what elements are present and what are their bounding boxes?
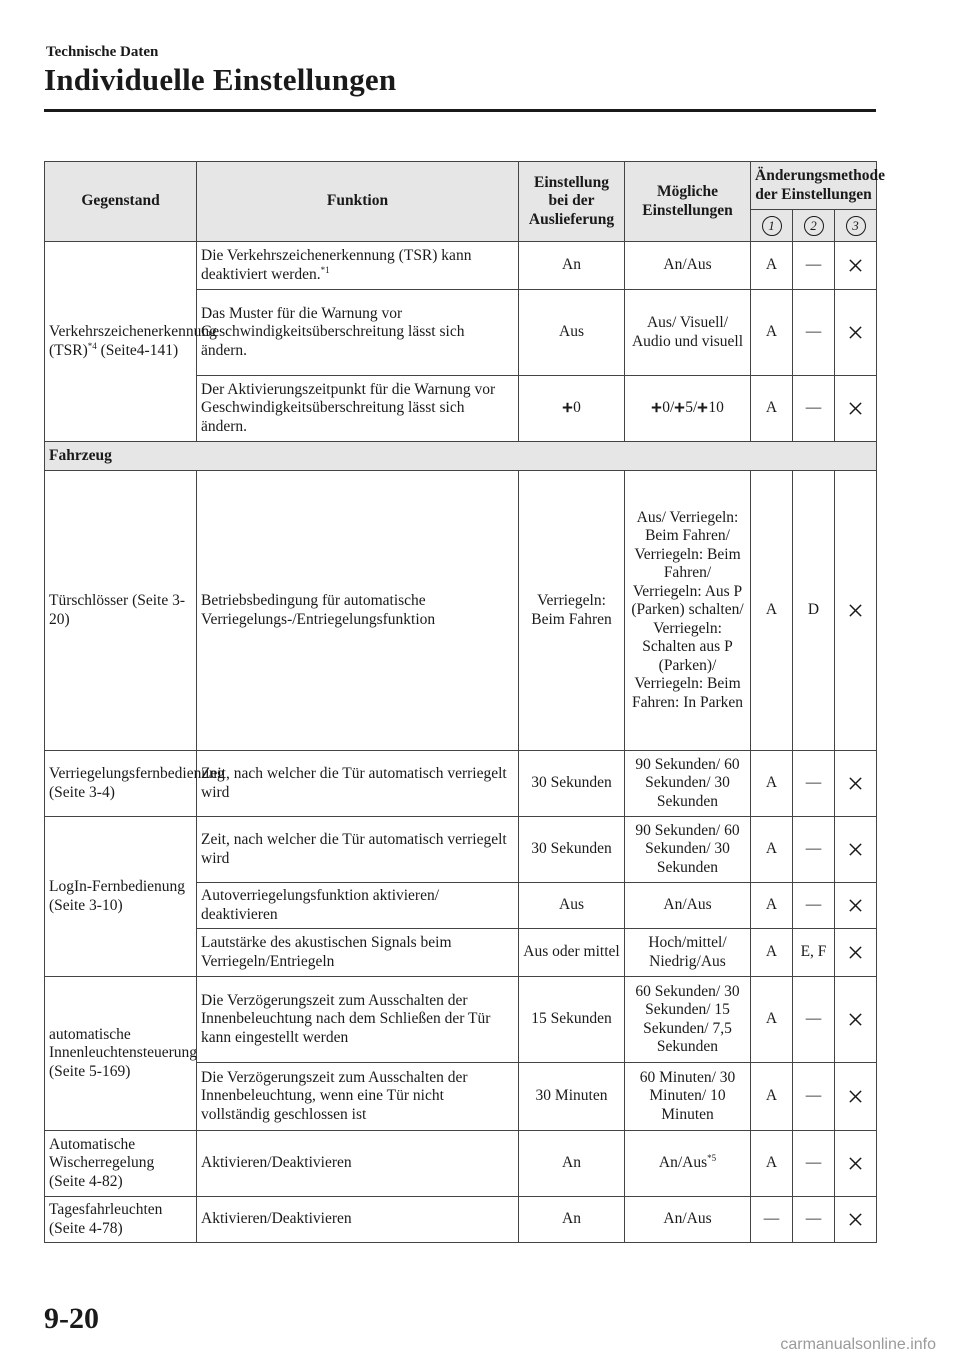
- item-wischer: Automatische Wischerregelung (Seite 4-82): [45, 1131, 197, 1197]
- method2-cell: —: [793, 1131, 835, 1197]
- default-cell: 30 Minuten: [519, 1063, 625, 1131]
- method2-cell: —: [793, 817, 835, 883]
- table-row: [45, 977, 877, 1063]
- method2-cell: —: [793, 290, 835, 376]
- x-mark-icon: [835, 817, 877, 883]
- options-cell: 0/ 5/ 10: [625, 376, 751, 442]
- func-cell: Lautstärke des akustischen Signals beim Verriegeln/Entriegeln: [197, 929, 519, 977]
- plus-icon: [697, 402, 708, 413]
- options-cell: 60 Sekunden/ 30 Sekunden/ 15 Sekunden/ 7,5 Sekunden: [625, 977, 751, 1063]
- func-cell: Zeit, nach welcher die Tür automatisch verriegelt wird: [197, 751, 519, 817]
- options-cell: An/Aus: [625, 242, 751, 290]
- default-cell: An: [519, 242, 625, 290]
- x-mark-icon: [835, 883, 877, 929]
- options-cell: An/Aus$^{*5}$: [625, 1131, 751, 1197]
- table-row: [45, 242, 877, 290]
- method1-cell: A: [751, 242, 793, 290]
- plus-icon: [651, 402, 662, 413]
- options-cell: 60 Minuten/ 30 Minuten/ 10 Minuten: [625, 1063, 751, 1131]
- item-tagesfahrleuchten: Tagesfahrleuchten (Seite 4-78): [45, 1197, 197, 1243]
- options-cell: 90 Sekunden/ 60 Sekunden/ 30 Sekunden: [625, 817, 751, 883]
- page-title: Individuelle Einstellungen: [44, 62, 397, 97]
- default-cell: 30 Sekunden: [519, 751, 625, 817]
- method1-cell: A: [751, 751, 793, 817]
- x-mark-icon: [835, 977, 877, 1063]
- method2-cell: —: [793, 883, 835, 929]
- table-row: [45, 751, 877, 817]
- item-fernbedienung: Verriegelungsfernbedienung (Seite 3-4): [45, 751, 197, 817]
- circled-number: 1: [762, 216, 782, 236]
- page-number: 9-20: [44, 1302, 99, 1335]
- section-label: Technische Daten: [46, 44, 159, 60]
- method1-cell: A: [751, 977, 793, 1063]
- table-row: [45, 1131, 877, 1197]
- plus-icon: [562, 402, 573, 413]
- circled-number: 3: [846, 216, 866, 236]
- default-cell: Verriegeln: Beim Fahren: [519, 471, 625, 751]
- default-cell: Aus: [519, 883, 625, 929]
- section-fahrzeug: Fahrzeug: [45, 442, 877, 471]
- default-cell: 30 Sekunden: [519, 817, 625, 883]
- method1-cell: A: [751, 817, 793, 883]
- default-cell: 15 Sekunden: [519, 977, 625, 1063]
- func-cell: Der Aktivierungszeitpunkt für die Warnung vor Geschwindigkeitsüberschreitung lässt sich ändern.: [197, 376, 519, 442]
- method2-cell: —: [793, 1063, 835, 1131]
- method1-cell: A: [751, 929, 793, 977]
- options-cell: 90 Sekunden/ 60 Sekunden/ 30 Sekunden: [625, 751, 751, 817]
- method-3-header: [835, 210, 877, 242]
- options-cell: An/Aus: [625, 883, 751, 929]
- x-mark-icon: [835, 242, 877, 290]
- x-mark-icon: [835, 751, 877, 817]
- header-methode: Änderungsmethode der Einstellungen: [751, 162, 877, 210]
- settings-table: [44, 161, 886, 1243]
- options-cell: Aus/ Verriegeln: Beim Fahren/ Verriegeln: Beim Fahren/ Verriegeln: Aus P (Parken) schalten/ Verriegeln: Schalten aus P (Parken)/ Verriegeln: Beim Fahren: In Parken: [625, 471, 751, 751]
- default-cell: 0: [519, 376, 625, 442]
- item-login: LogIn-Fernbedienung (Seite 3-10): [45, 817, 197, 977]
- method-1-header: [751, 210, 793, 242]
- x-mark-icon: [835, 1131, 877, 1197]
- default-cell: Aus oder mittel: [519, 929, 625, 977]
- item-tsr: Verkehrszeichenerkennung (TSR)$^{*4}$ (Seite4-141): [45, 242, 197, 442]
- method1-cell: —: [751, 1197, 793, 1243]
- method2-cell: —: [793, 751, 835, 817]
- options-cell: Aus/ Visuell/ Audio und visuell: [625, 290, 751, 376]
- default-cell: An: [519, 1131, 625, 1197]
- table-row: [45, 817, 877, 883]
- method1-cell: A: [751, 883, 793, 929]
- method2-cell: —: [793, 1197, 835, 1243]
- x-mark-icon: [835, 1063, 877, 1131]
- table-row: [45, 1197, 877, 1243]
- options-cell: Hoch/mittel/ Niedrig/Aus: [625, 929, 751, 977]
- x-mark-icon: [835, 471, 877, 751]
- method1-cell: A: [751, 1063, 793, 1131]
- method-2-header: [793, 210, 835, 242]
- method2-cell: E, F: [793, 929, 835, 977]
- x-mark-icon: [835, 1197, 877, 1243]
- method1-cell: A: [751, 471, 793, 751]
- func-cell: Die Verzögerungszeit zum Ausschalten der Innenbeleuchtung, wenn eine Tür nicht vollständig geschlossen ist: [197, 1063, 519, 1131]
- x-mark-icon: [835, 290, 877, 376]
- func-cell: Die Verzögerungszeit zum Ausschalten der Innenbeleuchtung nach dem Schließen der Tür kann eingestellt werden: [197, 977, 519, 1063]
- item-innenleuchten: automatische Innenleuchtensteuerung (Seite 5-169): [45, 977, 197, 1131]
- func-cell: Die Verkehrszeichenerkennung (TSR) kann deaktiviert werden.$^{*1}$: [197, 242, 519, 290]
- table-row: [45, 471, 877, 751]
- func-cell: Zeit, nach welcher die Tür automatisch verriegelt wird: [197, 817, 519, 883]
- method1-cell: A: [751, 376, 793, 442]
- options-cell: An/Aus: [625, 1197, 751, 1243]
- header-funktion: Funktion: [197, 162, 519, 242]
- header-einstellung: Einstellung bei der Auslieferung: [519, 162, 625, 242]
- method2-cell: —: [793, 242, 835, 290]
- x-mark-icon: [835, 376, 877, 442]
- title-rule: [44, 109, 876, 112]
- header-gegenstand: Gegenstand: [45, 162, 197, 242]
- table-row: [45, 442, 877, 471]
- func-cell: Aktivieren/Deaktivieren: [197, 1197, 519, 1243]
- x-mark-icon: [835, 929, 877, 977]
- method1-cell: A: [751, 290, 793, 376]
- method2-cell: —: [793, 376, 835, 442]
- func-cell: Das Muster für die Warnung vor Geschwindigkeitsüberschreitung lässt sich ändern.: [197, 290, 519, 376]
- method2-cell: D: [793, 471, 835, 751]
- circled-number: 2: [804, 216, 824, 236]
- func-cell: Autoverriegelungsfunktion aktivieren/ deaktivieren: [197, 883, 519, 929]
- watermark: carmanualsonline.info: [780, 1336, 936, 1353]
- plus-icon: [674, 402, 685, 413]
- item-tuerschloesser: Türschlösser (Seite 3-20): [45, 471, 197, 751]
- header-moegliche: Mögliche Einstellungen: [625, 162, 751, 242]
- func-cell: Betriebsbedingung für automatische Verriegelungs-/Entriegelungsfunktion: [197, 471, 519, 751]
- method2-cell: —: [793, 977, 835, 1063]
- func-cell: Aktivieren/Deaktivieren: [197, 1131, 519, 1197]
- default-cell: Aus: [519, 290, 625, 376]
- method1-cell: A: [751, 1131, 793, 1197]
- default-cell: An: [519, 1197, 625, 1243]
